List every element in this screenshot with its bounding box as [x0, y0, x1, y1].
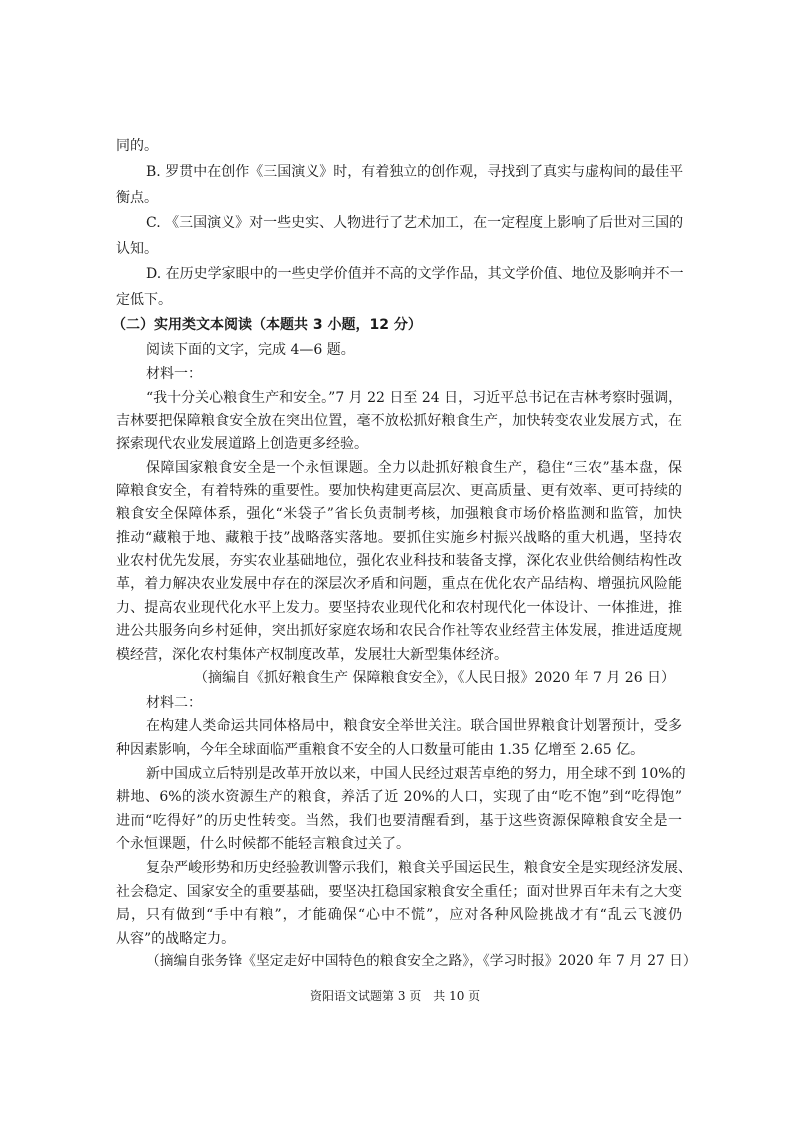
- material1-line: 模经营，深化农村集体产权制度改革，发展壮大新型集体经济。: [116, 647, 508, 663]
- material2-line: 个永恒课题，什么时候都不能轻言粮食过关了。: [116, 836, 410, 852]
- material1-line: 业农村优先发展，夯实农业基础地位，强化农业科技和装备支撑，深化农业供给侧结构性改: [116, 553, 682, 569]
- option-a-tail: 同的。: [116, 138, 158, 154]
- material1-line: 探索现代农业发展道路上创造更多经验。: [116, 436, 368, 452]
- page-footer: 资阳语文试题第 3 页 共 10 页: [310, 989, 481, 1003]
- material1-line: 保障国家粮食安全是一个永恒课题。全力以赴抓好粮食生产，稳住“三农”基本盘，保: [146, 460, 682, 476]
- material2-line: 复杂严峻形势和历史经验教训警示我们，粮食关乎国运民生，粮食安全是实现经济发展、: [146, 860, 692, 876]
- material1-line: 力、提高农业现代化水平上发力。要坚持农业现代化和农村现代化一体设计、一体推进，推: [116, 600, 682, 616]
- material2-line: 社会稳定、国家安全的重要基础，要坚决扛稳国家粮食安全重任；面对世界百年未有之大变: [116, 884, 682, 900]
- material1-label: 材料一：: [146, 366, 202, 382]
- material2-line: 从容”的战略定力。: [116, 931, 236, 947]
- material1-line: 推动“藏粮于地、藏粮于技”战略落实落地。要抓住实施乡村振兴战略的重大机遇，坚持农: [116, 530, 682, 546]
- option-b-line1: B. 罗贯中在创作《三国演义》时，有着独立的创作观，寻找到了真实与虚构间的最佳平: [146, 164, 684, 180]
- material1-line: “我十分关心粮食生产和安全。”7 月 22 日至 24 日，习近平总书记在吉林考察时强调，: [146, 390, 683, 406]
- option-c-line1: C. 《三国演义》对一些史实、人物进行了艺术加工，在一定程度上影响了后世对三国的: [146, 215, 684, 231]
- material1-source: （摘编自《抓好粮食生产 保障粮食安全》，《人民日报》2020 年 7 月 26 日）: [194, 670, 676, 686]
- material1-line: 吉林要把保障粮食安全放在突出位置，毫不放松抓好粮食生产，加快转变农业发展方式，在: [116, 413, 682, 429]
- material1-line: 障粮食安全，有着特殊的重要性。要加快构建更高层次、更高质量、更有效率、更可持续的: [116, 483, 682, 499]
- material1-line: 革，着力解决农业发展中存在的深层次矛盾和问题，重点在优化农产品结构、增强抗风险能: [116, 576, 682, 592]
- material2-line: 在构建人类命运共同体格局中，粮食安全举世关注。联合国世界粮食计划署预计，受多: [146, 718, 682, 734]
- material1-line: 粮食安全保障体系，强化“米袋子”省长负责制考核，加强粮食市场价格监测和监管，加快: [116, 506, 682, 522]
- option-b-line2: 衡点。: [116, 190, 158, 206]
- material2-line: 进而“吃得好”的历史性转变。当然，我们也要清醒看到，基于这些资源保障粮食安全是一: [116, 813, 682, 829]
- material2-source: （摘编自张务锋《坚定走好中国特色的粮食安全之路》，《学习时报》2020 年 7 月 27 日）: [146, 953, 697, 969]
- section-heading: （二）实用类文本阅读（本题共 3 小题，12 分）: [112, 317, 422, 333]
- option-d-line2: 定低下。: [116, 292, 172, 308]
- material2-line: 新中国成立后特别是改革开放以来，中国人民经过艰苦卓绝的努力，用全球不到 10%的: [146, 766, 686, 782]
- material1-line: 进公共服务向乡村延伸，突出抓好家庭农场和农民合作社等农业经营主体发展，推进适度规: [116, 623, 682, 639]
- option-c-line2: 认知。: [116, 241, 158, 257]
- material2-line: 局，只有做到“手中有粮”，才能确保“心中不慌”，应对各种风险挑战才有“乱云飞渡仍: [116, 907, 682, 923]
- material2-line: 耕地、6%的淡水资源生产的粮食，养活了近 20%的人口，实现了由“吃不饱”到“吃得饱”: [116, 789, 682, 805]
- material2-label: 材料二：: [146, 695, 202, 711]
- material2-line: 种因素影响，今年全球面临严重粮食不安全的人口数量可能由 1.35 亿增至 2.65 亿。: [116, 742, 645, 758]
- section-instruction: 阅读下面的文字，完成 4—6 题。: [146, 342, 355, 358]
- option-d-line1: D. 在历史学家眼中的一些史学价值并不高的文学作品，其文学价值、地位及影响并不一: [146, 266, 684, 282]
